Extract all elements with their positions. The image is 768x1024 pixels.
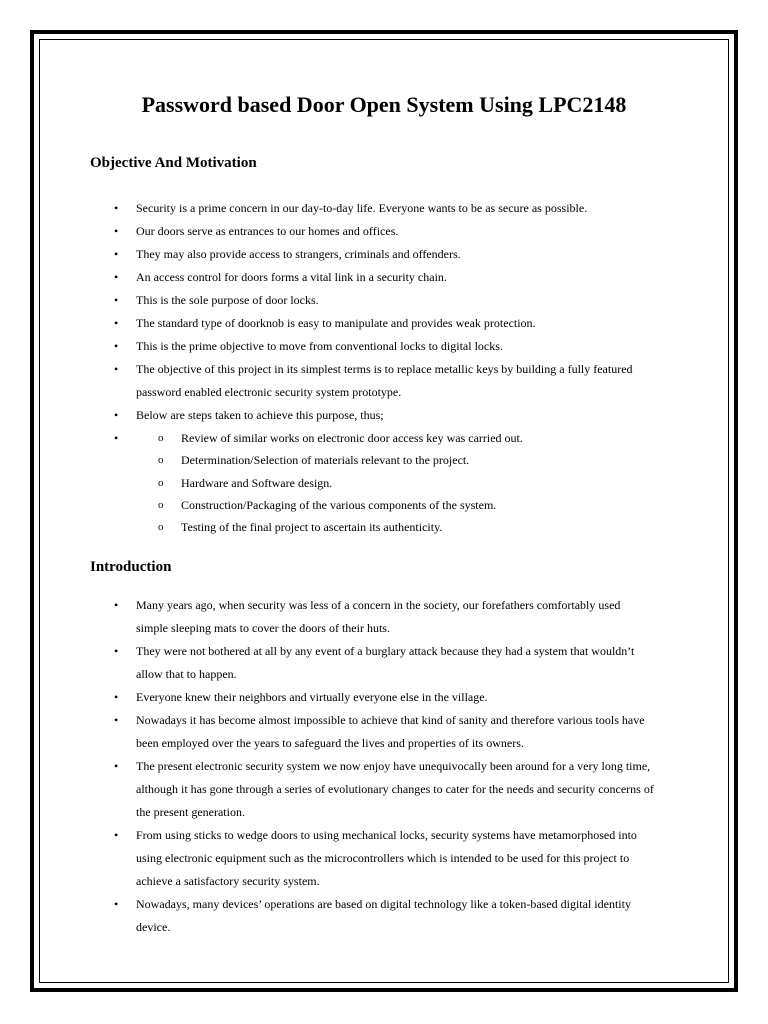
sub-list-item-text: Review of similar works on electronic door access key was carried out. bbox=[181, 431, 523, 445]
list-item bbox=[0, 266, 696, 289]
list-item-text: The standard type of doorknob is easy to manipulate and provides weak protection. bbox=[136, 316, 536, 330]
list-item bbox=[0, 220, 696, 243]
list-item-text: although it has gone through a series of evolutionary changes to cater for the needs and security concerns of bbox=[136, 782, 654, 796]
list-item-text: They may also provide access to strangers, criminals and offenders. bbox=[136, 247, 461, 261]
list-item bbox=[0, 824, 696, 893]
list-item-text: achieve a satisfactory security system. bbox=[136, 874, 320, 888]
list-item bbox=[0, 358, 696, 404]
list-item bbox=[0, 709, 696, 755]
sub-list-item-text: Testing of the final project to ascertain its authenticity. bbox=[181, 520, 443, 535]
list-item-text: Security is a prime concern in our day-to-day life. Everyone wants to be as secure as possible. bbox=[136, 201, 588, 215]
sub-list-item bbox=[0, 449, 681, 471]
introduction-bullet-list bbox=[0, 594, 696, 939]
objective-heading: Objective And Motivation bbox=[90, 155, 257, 171]
list-item-text: allow that to happen. bbox=[136, 667, 237, 681]
sub-list-item-text: Determination/Selection of materials relevant to the project. bbox=[181, 453, 470, 468]
list-item bbox=[0, 243, 696, 266]
list-item-text: This is the sole purpose of door locks. bbox=[136, 293, 319, 307]
sub-list-item-text: Hardware and Software design. bbox=[181, 475, 333, 490]
objective-bullet-list bbox=[0, 197, 768, 538]
list-item-text: An access control for doors forms a vital link in a security chain. bbox=[136, 270, 447, 284]
sub-list-item bbox=[0, 516, 681, 538]
introduction-heading: Introduction bbox=[90, 559, 172, 575]
list-item-text: simple sleeping mats to cover the doors of their huts. bbox=[136, 621, 390, 635]
list-item bbox=[0, 404, 696, 427]
list-item bbox=[0, 289, 696, 312]
list-item-text: • Nowadays it has become almost impossible to achieve that kind of sanity and therefore various tools have bbox=[136, 713, 645, 727]
list-item bbox=[0, 686, 696, 709]
steps-sublist bbox=[0, 427, 768, 538]
sub-list-item bbox=[0, 494, 681, 516]
list-item-text: been employed over the years to safeguard the lives and properties of its owners. bbox=[136, 736, 524, 750]
list-item-text: using electronic equipment such as the microcontrollers which is intended to be used for this project to bbox=[136, 851, 630, 865]
steps-sublist-container bbox=[0, 427, 768, 538]
list-item bbox=[0, 312, 696, 335]
list-item-text: • They were not bothered at all by any event of a burglary attack because they had a system that wouldn’t bbox=[136, 644, 635, 658]
sub-list-item bbox=[0, 427, 681, 449]
list-item bbox=[0, 893, 696, 939]
list-item-text: • From using sticks to wedge doors to using mechanical locks, security systems have metamorphosed into bbox=[136, 828, 637, 842]
list-item bbox=[0, 755, 696, 824]
list-item-text: • Many years ago, when security was less of a concern in the society, our forefathers comfortably used bbox=[136, 598, 621, 612]
sub-list-item-text: Construction/Packaging of the various components of the system. bbox=[181, 497, 497, 512]
list-item-text: password enabled electronic security system prototype. bbox=[136, 385, 402, 399]
list-item-text: Below are steps taken to achieve this purpose, thus; bbox=[136, 408, 384, 422]
sub-list-item bbox=[0, 472, 681, 494]
list-item bbox=[0, 335, 696, 358]
list-item-text: Our doors serve as entrances to our homes and offices. bbox=[136, 224, 399, 238]
list-item-text: • Nowadays, many devices’ operations are based on digital technology like a token-based digital identity bbox=[136, 897, 631, 911]
list-item-text: • The present electronic security system we now enjoy have unequivocally been around for a very long time, bbox=[136, 759, 651, 773]
list-item-text: This is the prime objective to move from conventional locks to digital locks. bbox=[136, 339, 503, 353]
list-item-text: • Everyone knew their neighbors and virtually everyone else in the village. bbox=[136, 690, 488, 704]
list-item-text: device. bbox=[136, 920, 171, 934]
list-item bbox=[0, 594, 696, 640]
list-item bbox=[0, 197, 696, 220]
list-item bbox=[0, 640, 696, 686]
list-item-text: • The objective of this project in its simplest terms is to replace metallic keys by building a fully featured bbox=[136, 362, 633, 376]
document-title: Password based Door Open System Using LPC2148 bbox=[141, 92, 627, 117]
list-item-text: the present generation. bbox=[136, 805, 245, 819]
